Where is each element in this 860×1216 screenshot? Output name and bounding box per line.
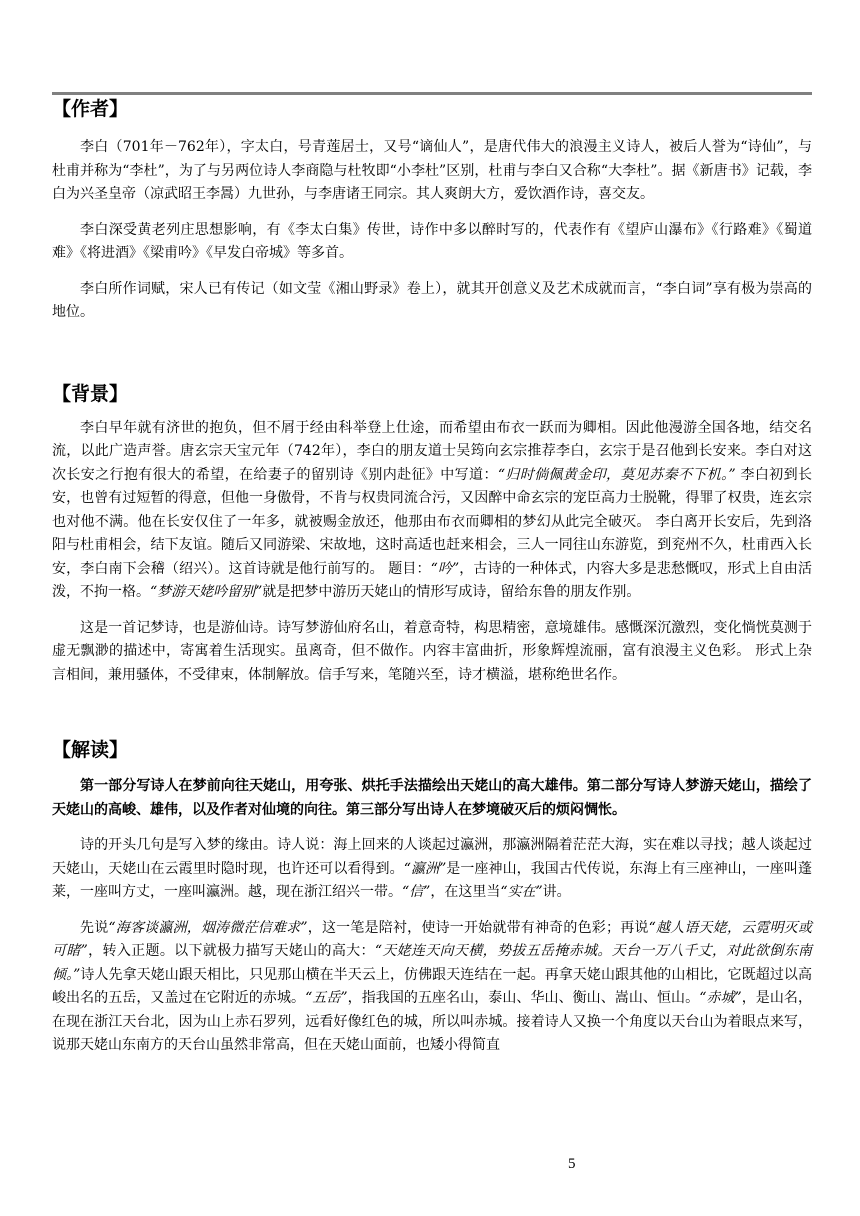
section-title-author: 【作者】 xyxy=(52,98,129,120)
poem-quote: “海客谈瀛洲，烟涛微茫信难求” xyxy=(108,919,308,936)
background-paragraph: 这是一首记梦诗，也是游仙诗。诗写梦游仙府名山，着意奇特，构思精密，意境雄伟。感慨深沉激烈，变化惝恍莫测于虚无飘渺的描述中，寄寓着生活现实。虽离奇，但不做作。内容丰富曲折，形象辉煌流丽，富有浪漫主义色彩。 形式上杂言相间，兼用骚体，不受律束，体制解放。信手写来，笔随兴至，诗才横溢，堪称绝世名作。 xyxy=(52,619,812,683)
interpretation-paragraph: 先说“海客谈瀛洲，烟涛微茫信难求”，这一笔是陪衬，使诗一开始就带有神奇的色彩；再说“越人语天姥，云霓明灭或可睹”，转入正题。以下就极力描写天姥山的高大：“天姥连天向天横，势拔五岳掩赤城。天台一万八千丈，对此欲倒东南倾。”诗人先拿天姥山跟天相比，只见那山横在半天云上，仿佛跟天连结在一起。再拿天姥山跟其他的山相比，它既超过以高峻出名的五岳，又盖过在它附近的赤城。“五岳”，指我国的五座名山，泰山、华山、衡山、嵩山、恒山。“赤城”，是山名，在现在浙江天台北，因为山上赤石罗列，远看好像红色的城，所以叫赤城。接着诗人又换一个角度以天台山为着眼点来写，说那天姥山东南方的天台山虽然非常高，但在天姥山面前，也矮小得简直 xyxy=(52,919,813,1053)
poem-quote: “信” xyxy=(402,884,431,900)
section-title-interpretation: 【解读】 xyxy=(52,739,129,761)
author-paragraph: 李白所作词赋，宋人已有传记（如文莹《湘山野录》卷上），就其开创意义及艺术成就而言，“李白词”享有极为崇高的地位。 xyxy=(52,280,812,320)
poem-quote: “梦游天姥吟留别” xyxy=(150,584,263,600)
poem-quote: “五岳” xyxy=(305,990,348,1006)
interpretation-paragraph: 诗的开头几句是写入梦的缘由。诗人说：海上回来的人谈起过瀛洲，那瀛洲隔着茫茫大海，实在难以寻找；越人谈起过天姥山，天姥山在云霞里时隐时现，也许还可以看得到。“瀛洲”是一座神山，我国古代传说，东海上有三座神山，一座叫蓬莱，一座叫方丈，一座叫瀛洲。越，现在浙江绍兴一带。“信”，在这里当“实在”讲。 xyxy=(52,837,813,900)
author-paragraph: 李白（701年－762年），字太白，号青莲居士，又号“谪仙人”，是唐代伟大的浪漫主义诗人，被后人誉为“诗仙”，与杜甫并称为“李杜”，为了与另两位诗人李商隐与杜牧即“小李杜”区别，杜甫与李白又合称“大李杜”。据《新唐书》记载，李白为兴圣皇帝（凉武昭王李暠）九世孙，与李唐诸王同宗。其人爽朗大方，爱饮酒作诗，喜交友。 xyxy=(52,139,812,202)
poem-quote: “天姥连天向天横，势拔五岳掩赤城。天台一万八千丈，对此欲倒东南倾。” xyxy=(52,943,813,983)
poem-quote: “赤城” xyxy=(699,990,742,1006)
poem-quote: “吟” xyxy=(430,560,460,577)
header-rule xyxy=(52,92,812,95)
section-title-background: 【背景】 xyxy=(52,382,129,405)
page-number: 5 xyxy=(568,1156,576,1172)
poem-quote: “瀛洲” xyxy=(403,860,447,877)
poem-quote: “归时倘佩黄金印，莫见苏秦不下机。” xyxy=(497,466,736,483)
author-paragraph: 李白深受黄老列庄思想影响，有《李太白集》传世，诗作中多以醉时写的，代表作有《望庐山瀑布》《行路难》《蜀道难》《将进酒》《梁甫吟》《早发白帝城》等多首。 xyxy=(52,221,812,261)
poem-quote: “越人语天姥，云霓明灭或可睹” xyxy=(52,919,812,959)
document-body xyxy=(52,96,812,1058)
poem-quote: “实在” xyxy=(500,884,543,900)
background-paragraph: 李白早年就有济世的抱负，但不屑于经由科举登上仕途，而希望由布衣一跃而为卿相。因此他漫游全国各地，结交名流，以此广造声誉。唐玄宗天宝元年（742年），李白的朋友道士吴筠向玄宗推荐李白，玄宗于是召他到长安来。李白对这次长安之行抱有很大的希望，在给妻子的留别诗《别内赴征》中写道：“归时倘佩黄金印，莫见苏秦不下机。” 李白初到长安，也曾有过短暂的得意，但他一身傲骨，不肯与权贵同流合污，又因醉中命玄宗的宠臣高力士脱靴，得罪了权贵，连玄宗也对他不满。他在长安仅住了一年多，就被赐金放还，他那由布衣而卿相的梦幻从此完全破灭。 李白离开长安后，先到洛阳与杜甫相会，结下友谊。随后又同游梁、宋故地，这时高适也赶来相会，三人一同往山东游览，到兖州不久，杜甫西入长安，李白南下会稽（绍兴）。这首诗就是他行前写的。 题目：“吟”，古诗的一种体式，内容大多是悲愁慨叹，形式上自由活泼，不拘一格。“梦游天姥吟留别”就是把梦中游历天姥山的情形写成诗，留给东鲁的朋友作别。 xyxy=(52,419,812,600)
interpretation-summary: 第一部分写诗人在梦前向往天姥山，用夸张、烘托手法描绘出天姥山的高大雄伟。第二部分写诗人梦游天姥山，描绘了天姥山的高峻、雄伟，以及作者对仙境的向往。第三部分写出诗人在梦境破灭后的烦闷惆怅。 xyxy=(52,778,812,818)
